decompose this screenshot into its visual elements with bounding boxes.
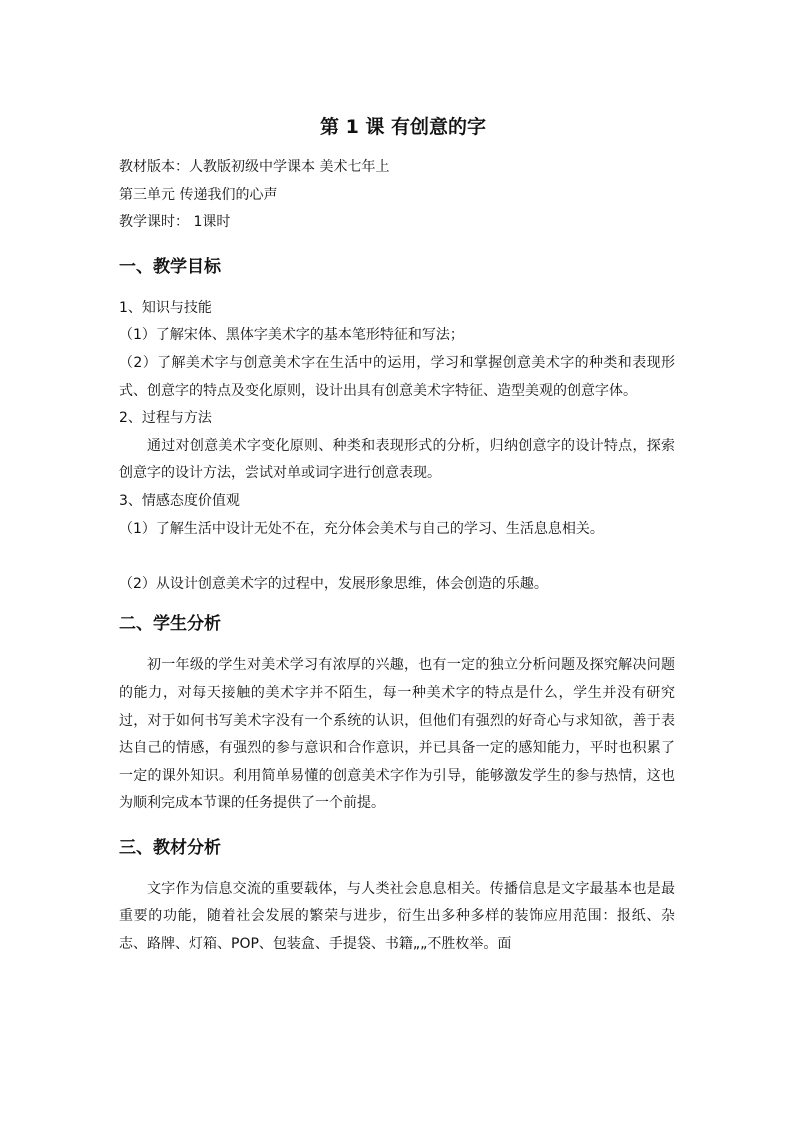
section-heading-students: 二、学生分析 [119,614,221,635]
objective-1-point-1: （1）了解宋体、黑体字美术字的基本笔形特征和写法； [119,327,464,344]
objective-3-point-1: （1）了解生活中设计无处不在，充分体会美术与自己的学习、生活息息相关。 [119,520,604,537]
blank-line [119,543,675,571]
textbook-edition: 教材版本：人教版初级中学课本 美术七年上 [119,159,390,175]
objective-1-title: 1、知识与技能 [119,299,212,316]
objective-2-point-1: 通过对创意美术字变化原则、种类和表现形式的分析，归纳创意字的设计特点，探索创意字的设计方法，尝试对单或词字进行创意表现。 [119,437,675,482]
objective-3-title: 3、情感态度价值观 [119,492,240,509]
lesson-title: 第 1 课 有创意的字 [319,116,487,138]
unit-name: 第三单元 传递我们的心声 [119,186,278,203]
teaching-hours: 教学课时： 1课时 [119,214,231,231]
students-paragraph: 初一年级的学生对美术学习有浓厚的兴趣，也有一定的独立分析问题及探究解决问题的能力，对每天接触的美术字并不陌生，每一种美术字的特点是什么，学生并没有研究过，对于如何书写美术字没有一个系统的认识，但他们有强烈的好奇心与求知欲，善于表达自己的情感，有强烈的参与意识和合作意识，并已具备一定的感知能力，平时也积累了一定的课外知识。利用简单易懂的创意美术字作为引导，能够激发学生的参与热情，这也为顺利完成本节课的任务提供了一个前提。 [119,657,675,812]
objective-3-point-2: （2）从设计创意美术字的过程中，发展形象思维，体会创造的乐趣。 [119,575,548,592]
section-heading-objectives: 一、教学目标 [119,256,221,277]
materials-paragraph: 文字作为信息交流的重要载体，与人类社会息息相关。传播信息是文字最基本也是最重要的功能，随着社会发展的繁荣与进步，衍生出多种多样的装饰应用范围：报纸、杂志、路牌、灯箱、POP、包装盒、手提袋、书籍„„不胜枚举。面 [119,880,675,953]
section-heading-materials: 三、教材分析 [119,837,221,858]
objective-2-title: 2、过程与方法 [119,410,212,427]
document-body [119,112,675,959]
objective-1-point-2: （2）了解美术字与创意美术字在生活中的运用，学习和掌握创意美术字的种类和表现形式、创意字的特点及变化原则，设计出具有创意美术字特征、造型美观的创意字体。 [119,354,675,399]
